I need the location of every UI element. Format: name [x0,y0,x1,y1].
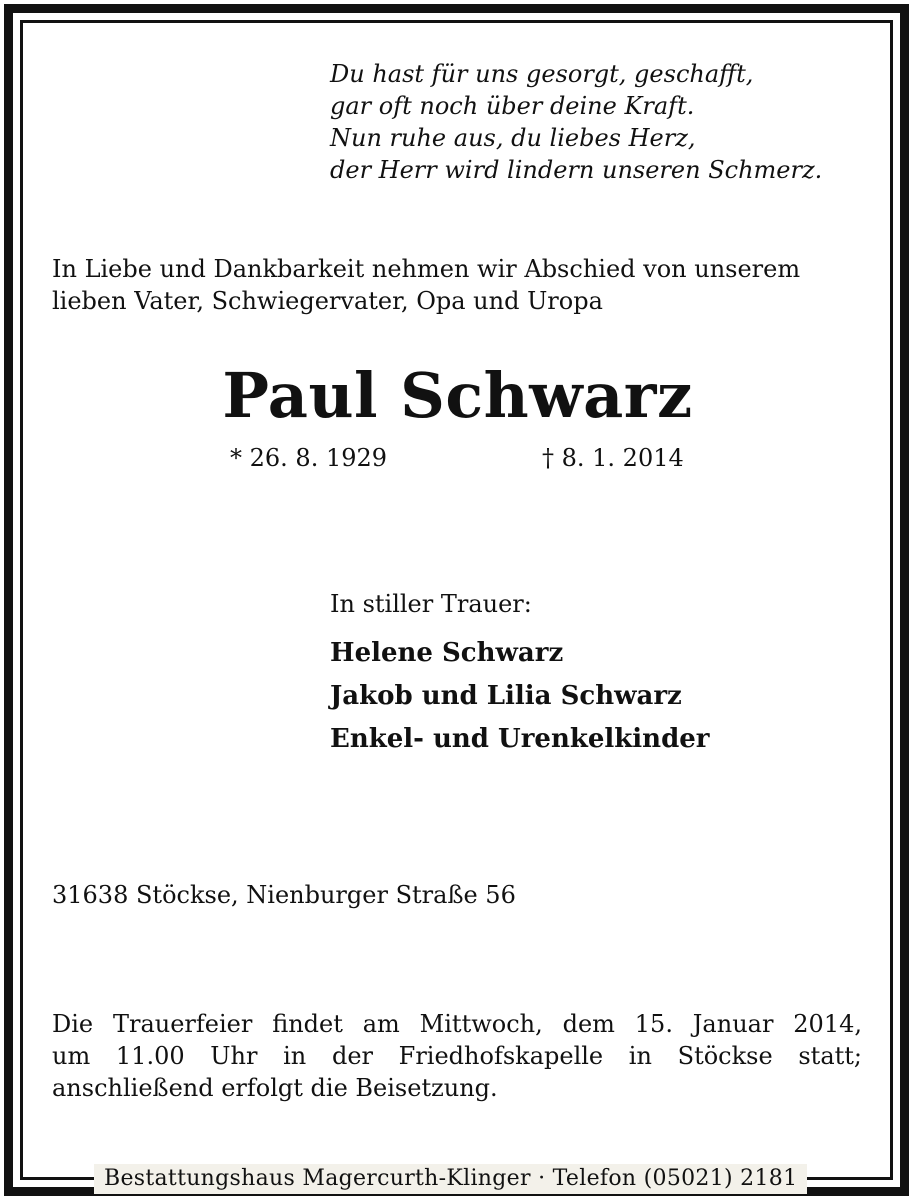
birth-date: * 26. 8. 1929 [230,444,388,472]
mourners-list [330,632,710,761]
mourning-label: In stiller Trauer: [330,590,532,618]
intro-line: lieben Vater, Schwiegervater, Opa und Uropa [52,287,603,315]
intro-text [52,253,800,317]
mourner-name: Jakob und Lilia Schwarz [330,681,682,711]
funeral-home-footer: Bestattungshaus Magercurth-Klinger · Telefon (05021) 2181 [94,1164,807,1194]
mourner-name: Enkel- und Urenkelkinder [330,724,710,754]
death-date: † 8. 1. 2014 [542,444,684,472]
deceased-name: Paul Schwarz [222,359,693,432]
poem [330,58,822,186]
funeral-info [52,1008,862,1104]
address: 31638 Stöckse, Nienburger Straße 56 [52,881,516,909]
funeral-line: um 11.00 Uhr in der Friedhofskapelle in Stöckse statt; [52,1042,862,1070]
poem-line: gar oft noch über deine Kraft. [330,92,695,120]
intro-line: In Liebe und Dankbarkeit nehmen wir Abschied von unserem [52,255,801,283]
poem-line: der Herr wird lindern unseren Schmerz. [330,156,823,184]
poem-line: Du hast für uns gesorgt, geschafft, [330,60,754,88]
poem-line: Nun ruhe aus, du liebes Herz, [330,124,696,152]
funeral-line: anschließend erfolgt die Beisetzung. [52,1074,498,1102]
mourner-name: Helene Schwarz [330,638,564,668]
funeral-line: Die Trauerfeier findet am Mittwoch, dem 15. Januar 2014, [52,1010,862,1038]
